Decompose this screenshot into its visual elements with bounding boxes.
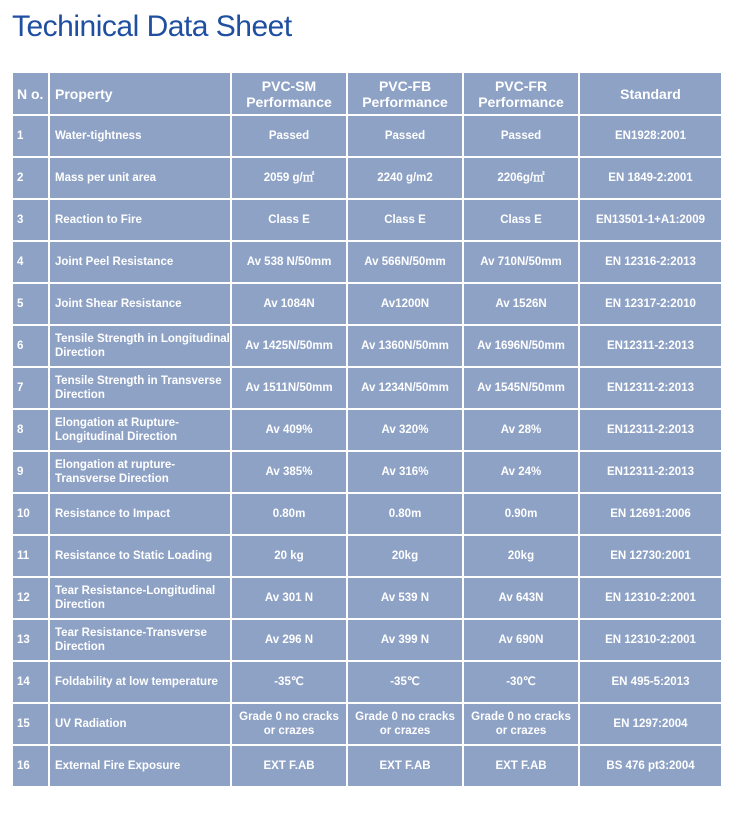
cell-pvc-fb: Class E <box>348 200 462 240</box>
cell-no: 4 <box>13 242 48 282</box>
cell-standard: BS 476 pt3:2004 <box>580 746 721 786</box>
table-row <box>13 620 721 660</box>
table-row <box>13 578 721 618</box>
header-pvc-sm: PVC-SM Performance <box>232 73 346 114</box>
header-standard: Standard <box>580 73 721 114</box>
cell-pvc-fb: EXT F.AB <box>348 746 462 786</box>
table-row <box>13 662 721 702</box>
table-body <box>13 116 721 786</box>
cell-standard: EN 12730:2001 <box>580 536 721 576</box>
cell-no: 9 <box>13 452 48 492</box>
cell-standard: EN 12691:2006 <box>580 494 721 534</box>
cell-standard: EN12311-2:2013 <box>580 368 721 408</box>
cell-pvc-sm: Grade 0 no cracks or crazes <box>232 704 346 744</box>
table-row <box>13 116 721 156</box>
table-row <box>13 704 721 744</box>
cell-pvc-fb: Av 399 N <box>348 620 462 660</box>
cell-pvc-fr: 0.90m <box>464 494 578 534</box>
cell-pvc-sm: Av 538 N/50mm <box>232 242 346 282</box>
cell-pvc-fr: Class E <box>464 200 578 240</box>
cell-pvc-fr: Av 1696N/50mm <box>464 326 578 366</box>
table-row <box>13 494 721 534</box>
cell-pvc-fb: Av 1234N/50mm <box>348 368 462 408</box>
cell-property: Tear Resistance-Transverse Direction <box>50 620 230 660</box>
cell-pvc-fr: 2206g/㎡ <box>464 158 578 198</box>
cell-pvc-sm: EXT F.AB <box>232 746 346 786</box>
table-row <box>13 368 721 408</box>
cell-property: Resistance to Impact <box>50 494 230 534</box>
cell-standard: EN 1297:2004 <box>580 704 721 744</box>
table-row <box>13 410 721 450</box>
cell-property: Tensile Strength in Longitudinal Direction <box>50 326 230 366</box>
header-no: N o. <box>13 73 48 114</box>
cell-property: External Fire Exposure <box>50 746 230 786</box>
cell-no: 2 <box>13 158 48 198</box>
cell-pvc-sm: -35℃ <box>232 662 346 702</box>
cell-no: 6 <box>13 326 48 366</box>
cell-pvc-sm: Av 296 N <box>232 620 346 660</box>
cell-no: 7 <box>13 368 48 408</box>
header-pvc-fr: PVC-FR Performance <box>464 73 578 114</box>
table-row <box>13 326 721 366</box>
cell-pvc-fb: Av 539 N <box>348 578 462 618</box>
cell-standard: EN 12317-2:2010 <box>580 284 721 324</box>
table-row <box>13 200 721 240</box>
cell-property: Elongation at rupture-Transverse Direction <box>50 452 230 492</box>
cell-standard: EN12311-2:2013 <box>580 452 721 492</box>
cell-property: Foldability at low temperature <box>50 662 230 702</box>
cell-no: 10 <box>13 494 48 534</box>
cell-no: 16 <box>13 746 48 786</box>
cell-no: 5 <box>13 284 48 324</box>
cell-pvc-fr: Av 710N/50mm <box>464 242 578 282</box>
cell-property: Resistance to Static Loading <box>50 536 230 576</box>
cell-pvc-sm: 0.80m <box>232 494 346 534</box>
cell-pvc-sm: Passed <box>232 116 346 156</box>
cell-property: Reaction to Fire <box>50 200 230 240</box>
cell-standard: EN 12310-2:2001 <box>580 578 721 618</box>
page-title: Techinical Data Sheet <box>12 10 292 43</box>
cell-pvc-fr: Av 24% <box>464 452 578 492</box>
cell-standard: EN1928:2001 <box>580 116 721 156</box>
cell-pvc-fr: Av 28% <box>464 410 578 450</box>
cell-no: 15 <box>13 704 48 744</box>
cell-pvc-sm: Av 385% <box>232 452 346 492</box>
cell-pvc-fb: Grade 0 no cracks or crazes <box>348 704 462 744</box>
cell-pvc-fb: 2240 g/m2 <box>348 158 462 198</box>
table-row <box>13 284 721 324</box>
data-sheet-table <box>11 71 723 788</box>
cell-standard: EN12311-2:2013 <box>580 326 721 366</box>
cell-pvc-sm: Av 301 N <box>232 578 346 618</box>
cell-property: Elongation at Rupture-Longitudinal Direction <box>50 410 230 450</box>
table-row <box>13 536 721 576</box>
cell-standard: EN12311-2:2013 <box>580 410 721 450</box>
cell-pvc-sm: Av 1511N/50mm <box>232 368 346 408</box>
cell-property: Tear Resistance-Longitudinal Direction <box>50 578 230 618</box>
cell-pvc-fb: Av 316% <box>348 452 462 492</box>
cell-pvc-fr: Av 643N <box>464 578 578 618</box>
cell-no: 11 <box>13 536 48 576</box>
cell-pvc-fb: 0.80m <box>348 494 462 534</box>
cell-pvc-fr: -30℃ <box>464 662 578 702</box>
cell-property: Tensile Strength in Transverse Direction <box>50 368 230 408</box>
cell-property: Joint Peel Resistance <box>50 242 230 282</box>
table-row <box>13 158 721 198</box>
cell-no: 12 <box>13 578 48 618</box>
cell-pvc-fr: 20kg <box>464 536 578 576</box>
cell-pvc-sm: Class E <box>232 200 346 240</box>
cell-standard: EN 12310-2:2001 <box>580 620 721 660</box>
header-pvc-fb: PVC-FB Performance <box>348 73 462 114</box>
cell-pvc-fb: Av1200N <box>348 284 462 324</box>
cell-no: 14 <box>13 662 48 702</box>
cell-no: 3 <box>13 200 48 240</box>
table-header-row <box>13 73 721 114</box>
cell-pvc-fb: Passed <box>348 116 462 156</box>
cell-pvc-fb: Av 1360N/50mm <box>348 326 462 366</box>
cell-pvc-fb: -35℃ <box>348 662 462 702</box>
cell-pvc-fb: Av 566N/50mm <box>348 242 462 282</box>
cell-standard: EN 495-5:2013 <box>580 662 721 702</box>
cell-no: 13 <box>13 620 48 660</box>
cell-pvc-sm: 20 kg <box>232 536 346 576</box>
cell-pvc-fr: EXT F.AB <box>464 746 578 786</box>
cell-property: UV Radiation <box>50 704 230 744</box>
cell-property: Water-tightness <box>50 116 230 156</box>
header-property: Property <box>50 73 230 114</box>
cell-pvc-sm: Av 1084N <box>232 284 346 324</box>
cell-pvc-fb: 20kg <box>348 536 462 576</box>
cell-pvc-fb: Av 320% <box>348 410 462 450</box>
cell-standard: EN13501-1+A1:2009 <box>580 200 721 240</box>
cell-pvc-fr: Av 1545N/50mm <box>464 368 578 408</box>
cell-pvc-fr: Passed <box>464 116 578 156</box>
table-row <box>13 452 721 492</box>
cell-property: Mass per unit area <box>50 158 230 198</box>
table-row <box>13 746 721 786</box>
cell-pvc-fr: Av 690N <box>464 620 578 660</box>
cell-standard: EN 1849-2:2001 <box>580 158 721 198</box>
cell-no: 8 <box>13 410 48 450</box>
cell-no: 1 <box>13 116 48 156</box>
cell-property: Joint Shear Resistance <box>50 284 230 324</box>
cell-pvc-fr: Grade 0 no cracks or crazes <box>464 704 578 744</box>
cell-pvc-sm: Av 409% <box>232 410 346 450</box>
cell-pvc-sm: Av 1425N/50mm <box>232 326 346 366</box>
cell-standard: EN 12316-2:2013 <box>580 242 721 282</box>
table-row <box>13 242 721 282</box>
cell-pvc-sm: 2059 g/㎡ <box>232 158 346 198</box>
cell-pvc-fr: Av 1526N <box>464 284 578 324</box>
